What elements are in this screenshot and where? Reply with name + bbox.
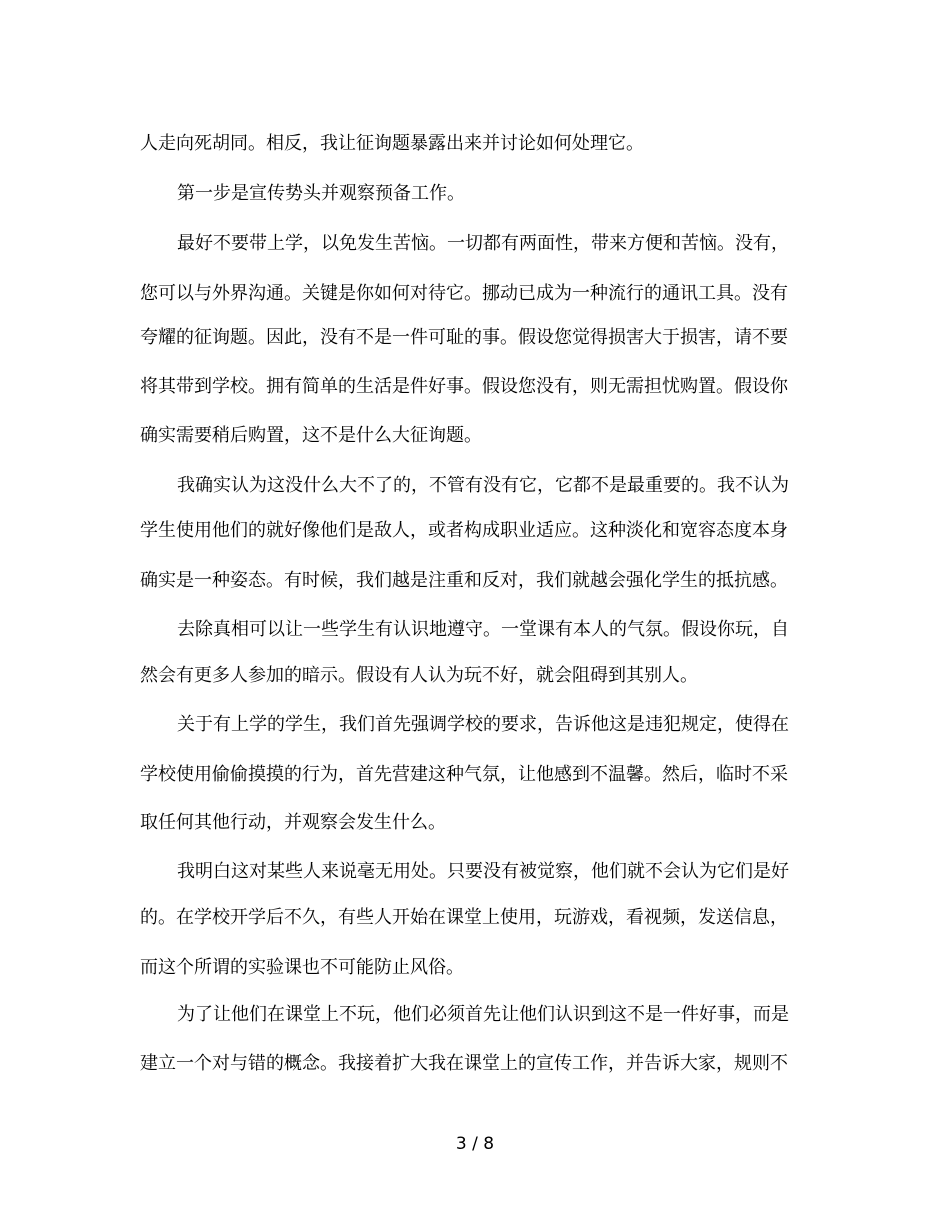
text-line: 第一步是宣传势头并观察预备工作。 <box>177 183 465 204</box>
text-line: 去除真相可以让一些学生有认识地遵守。一堂课有本人的气氛。假设你玩，自 <box>177 619 789 640</box>
text-line: 人走向死胡同。相反，我让征询题暴露出来并讨论如何处理它。 <box>140 133 644 154</box>
text-line: 的。在学校开学后不久，有些人开始在课堂上使用，玩游戏，看视频，发送信息， <box>140 907 788 928</box>
text-line: 关于有上学的学生，我们首先强调学校的要求，告诉他这是违犯规定，使得在 <box>177 714 789 735</box>
text-line: 确实是一种姿态。有时候，我们越是注重和反对，我们就越会强化学生的抵抗感。 <box>140 570 788 591</box>
text-line: 学生使用他们的就好像他们是敌人，或者构成职业适应。这种淡化和宽容态度本身 <box>140 520 788 541</box>
text-line: 确实需要稍后购置，这不是什么大征询题。 <box>140 425 482 446</box>
text-line: 夸耀的征询题。因此，没有不是一件可耻的事。假设您觉得损害大于损害，请不要 <box>140 327 788 348</box>
text-line: 学校使用偷偷摸摸的行为，首先营建这种气氛，让他感到不温馨。然后，临时不采 <box>140 764 788 785</box>
text-line: 我明白这对某些人来说毫无用处。只要没有被觉察，他们就不会认为它们是好 <box>177 861 789 882</box>
text-line: 我确实认为这没什么大不了的，不管有没有它，它都不是最重要的。我不认为 <box>177 475 789 496</box>
text-line: 而这个所谓的实验课也不可能防止风俗。 <box>140 957 464 978</box>
text-line: 您可以与外界沟通。关键是你如何对待它。挪动已成为一种流行的通讯工具。没有 <box>140 283 788 304</box>
page-indicator: 3 / 8 <box>455 1134 495 1154</box>
text-line: 取任何其他行动，并观察会发生什么。 <box>140 812 446 833</box>
text-line: 然会有更多人参加的暗示。假设有人认为玩不好，就会阻碍到其别人。 <box>140 665 698 686</box>
text-line: 为了让他们在课堂上不玩，他们必须首先让他们认识到这不是一件好事，而是 <box>177 1004 789 1025</box>
text-line: 建立一个对与错的概念。我接着扩大我在课堂上的宣传工作，并告诉大家，规则不 <box>140 1053 788 1074</box>
text-line: 最好不要带上学，以免发生苦恼。一切都有两面性，带来方便和苦恼。没有， <box>177 233 789 254</box>
text-line: 将其带到学校。拥有简单的生活是件好事。假设您没有，则无需担忧购置。假设你 <box>140 376 788 397</box>
